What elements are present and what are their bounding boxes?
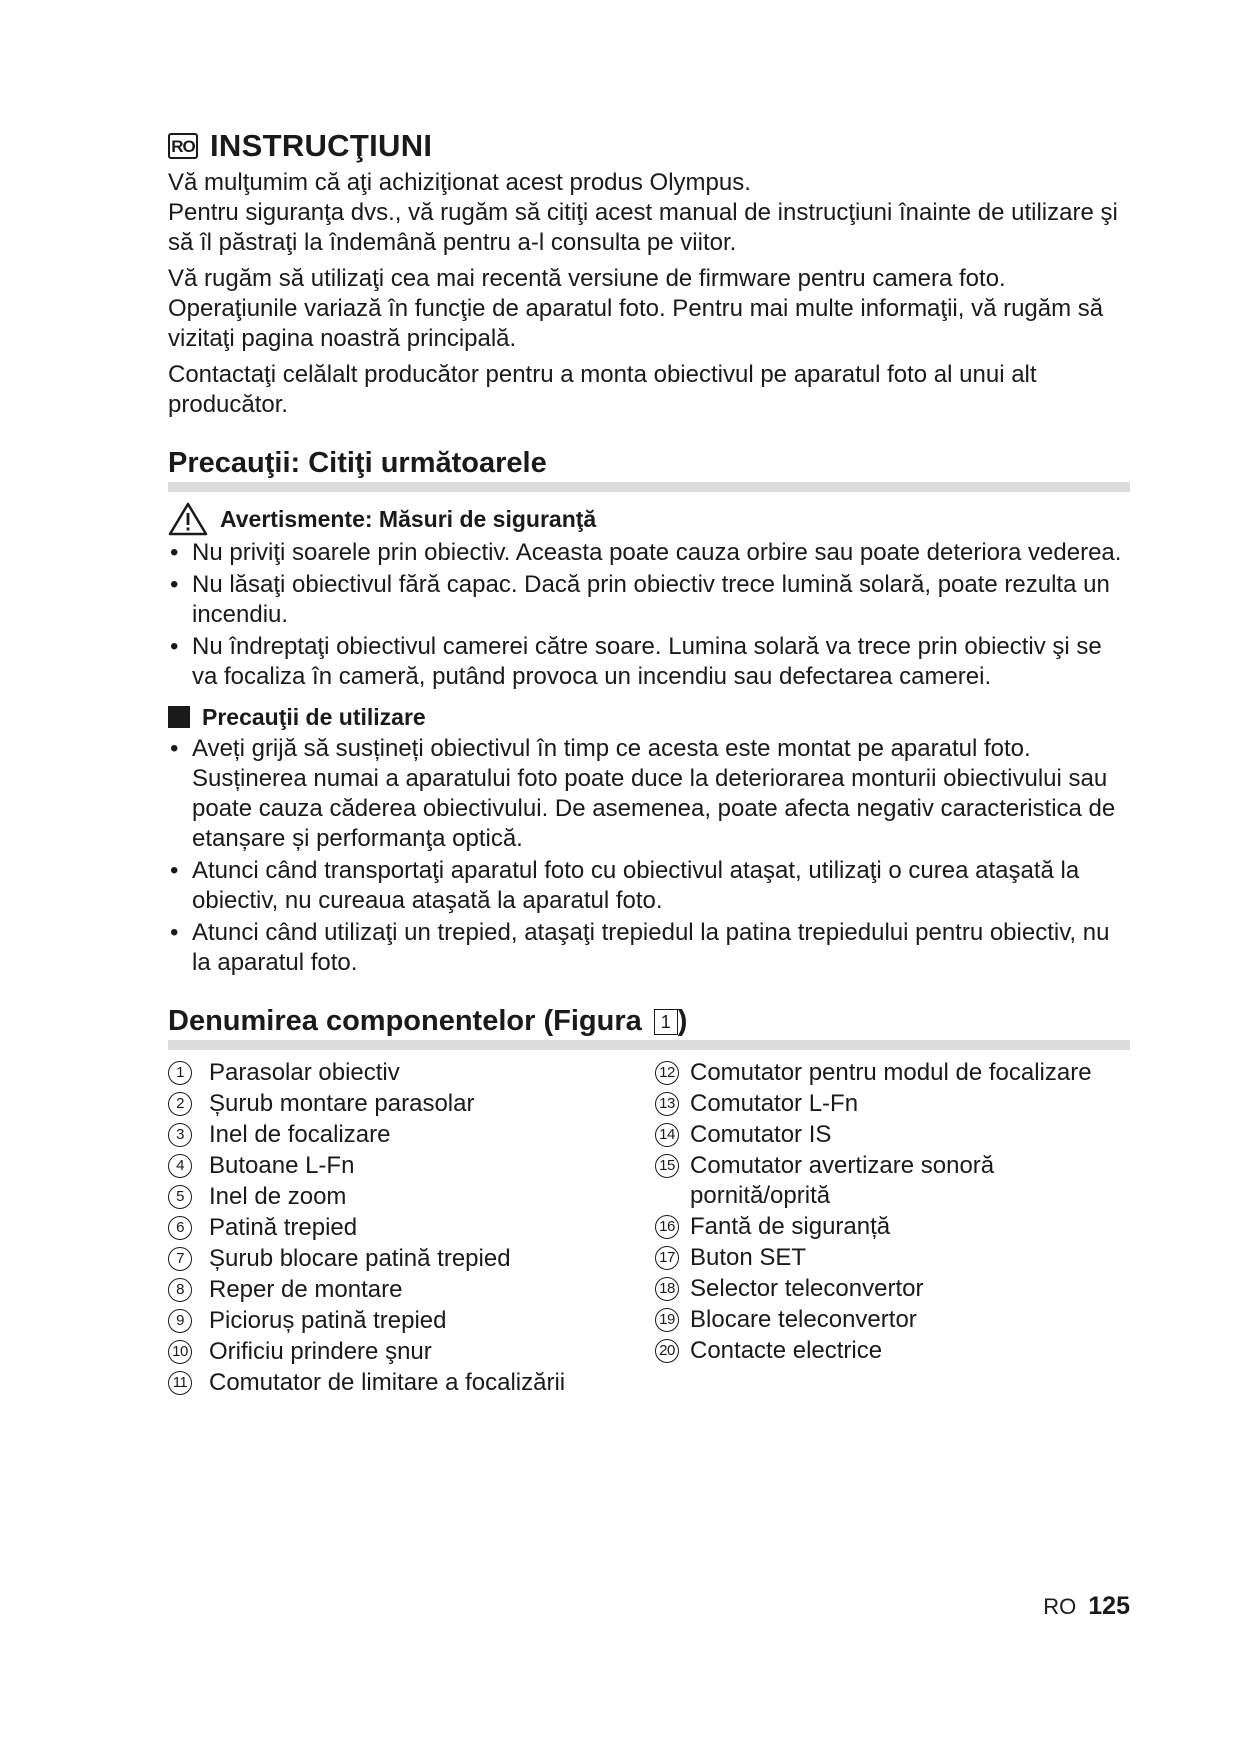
item-label: Comutator L-Fn bbox=[690, 1090, 859, 1117]
list-item: • Atunci când transportaţi aparatul foto cu obiectivul ataşat, utilizaţi o curea ataşată la obiectiv, nu cureaua ataşată la aparatul foto. bbox=[168, 856, 1130, 916]
list-item bbox=[168, 1213, 655, 1243]
black-square-icon bbox=[168, 706, 190, 728]
item-number-circle: 4 bbox=[168, 1154, 192, 1178]
item-number-circle: 18 bbox=[655, 1277, 679, 1301]
page-title bbox=[168, 128, 1130, 164]
list-item bbox=[655, 1058, 1130, 1088]
components-heading bbox=[168, 1004, 1130, 1050]
item-label: Selector teleconvertor bbox=[690, 1275, 924, 1302]
item-label: Buton SET bbox=[690, 1244, 807, 1271]
item-number-circle: 5 bbox=[168, 1185, 192, 1209]
intro-paragraph-4: Contactaţi celălalt producător pentru a monta obiectivul pe aparatul foto al unui alt producător. bbox=[168, 361, 1037, 418]
components-column-right bbox=[655, 1058, 1130, 1399]
item-number-circle: 8 bbox=[168, 1278, 192, 1302]
item-number-circle: 13 bbox=[655, 1092, 679, 1116]
list-item: • Nu priviţi soarele prin obiectiv. Aceasta poate cauza orbire sau poate deteriora vederea. bbox=[168, 538, 1130, 568]
list-item bbox=[168, 1306, 655, 1336]
item-label: Parasolar obiectiv bbox=[209, 1059, 400, 1086]
language-badge: RO bbox=[168, 133, 198, 159]
item-label: Comutator IS bbox=[690, 1121, 832, 1148]
item-number-circle: 15 bbox=[655, 1154, 679, 1178]
list-item bbox=[655, 1305, 1130, 1335]
figure-number-box: 1 bbox=[654, 1009, 678, 1035]
item-number-circle: 16 bbox=[655, 1215, 679, 1239]
page-number: 125 bbox=[1088, 1592, 1130, 1620]
components-heading-suffix: ) bbox=[677, 1005, 688, 1037]
usage-precautions-list bbox=[168, 734, 1130, 978]
list-item bbox=[168, 1151, 655, 1181]
item-number-circle: 20 bbox=[655, 1339, 679, 1363]
footer-language: RO bbox=[1043, 1594, 1077, 1619]
list-item: • Nu îndreptaţi obiectivul camerei către soare. Lumina solară va trece prin obiectiv şi se va focaliza în cameră, putând provoca un incendiu sau defectarea camerei. bbox=[168, 632, 1130, 692]
intro-paragraph-2: Pentru siguranţa dvs., vă rugăm să citiţi acest manual de instrucţiuni înainte de utilizare şi să îl păstraţi la îndemână pentru a-l consulta pe viitor. bbox=[168, 199, 1118, 256]
item-label: Comutator pentru modul de focalizare bbox=[690, 1059, 1092, 1086]
warnings-list bbox=[168, 538, 1130, 692]
item-label: Reper de montare bbox=[209, 1276, 403, 1303]
list-item: • Aveți grijă să susțineți obiectivul în timp ce acesta este montat pe aparatul foto. Susținerea numai a aparatului foto poate duce la deteriorarea monturii obiectivului sau poate cauza căderea obiectivului. De asemenea, poate afecta negativ caracteristica de etanșare și performanţa optică. bbox=[168, 734, 1130, 854]
item-label: Picioruș patină trepied bbox=[209, 1307, 447, 1334]
item-number-circle: 17 bbox=[655, 1246, 679, 1270]
item-label: Fantă de siguranță bbox=[690, 1213, 891, 1240]
warning-triangle-icon bbox=[168, 502, 208, 536]
item-label: Butoane L-Fn bbox=[209, 1152, 355, 1179]
item-label: Inel de zoom bbox=[209, 1183, 347, 1210]
list-item: • Atunci când utilizaţi un trepied, ataşaţi trepiedul la patina trepiedului pentru obiectiv, nu la aparatul foto. bbox=[168, 918, 1130, 978]
page-title-text: INSTRUCŢIUNI bbox=[210, 128, 433, 163]
item-number-circle: 12 bbox=[655, 1061, 679, 1085]
list-item bbox=[655, 1336, 1130, 1366]
intro-paragraph-1: Vă mulţumim că aţi achiziţionat acest produs Olympus. bbox=[168, 169, 751, 196]
item-number-circle: 10 bbox=[168, 1340, 192, 1364]
item-number-circle: 11 bbox=[168, 1371, 192, 1395]
list-item bbox=[168, 1275, 655, 1305]
item-label: Inel de focalizare bbox=[209, 1121, 391, 1148]
components-list bbox=[168, 1058, 1130, 1399]
list-item bbox=[168, 1368, 655, 1398]
item-number-circle: 19 bbox=[655, 1308, 679, 1332]
warnings-heading bbox=[168, 502, 1130, 536]
item-number-circle: 14 bbox=[655, 1123, 679, 1147]
precautions-heading: Precauţii: Citiţi următoarele bbox=[168, 446, 1130, 492]
item-label: Blocare teleconvertor bbox=[690, 1306, 917, 1333]
list-item bbox=[168, 1058, 655, 1088]
usage-precautions-heading-text: Precauţii de utilizare bbox=[202, 704, 426, 730]
item-number-circle: 2 bbox=[168, 1092, 192, 1116]
item-label: Șurub montare parasolar bbox=[209, 1090, 475, 1117]
list-item: • Nu lăsaţi obiectivul fără capac. Dacă prin obiectiv trece lumină solară, poate rezulta un incendiu. bbox=[168, 570, 1130, 630]
list-item bbox=[655, 1151, 1130, 1211]
item-number-circle: 7 bbox=[168, 1247, 192, 1271]
item-label: Șurub blocare patină trepied bbox=[209, 1245, 511, 1272]
item-label: Orificiu prindere şnur bbox=[209, 1338, 432, 1365]
list-item bbox=[168, 1182, 655, 1212]
list-item bbox=[168, 1244, 655, 1274]
list-item bbox=[655, 1120, 1130, 1150]
item-number-circle: 3 bbox=[168, 1123, 192, 1147]
components-heading-text: Denumirea componentelor (Figura bbox=[168, 1005, 650, 1037]
list-item bbox=[168, 1120, 655, 1150]
usage-precautions-heading bbox=[168, 702, 1130, 732]
manual-page bbox=[168, 128, 1130, 1399]
list-item bbox=[168, 1337, 655, 1367]
list-item bbox=[655, 1243, 1130, 1273]
item-label: Comutator de limitare a focalizării bbox=[209, 1369, 566, 1396]
item-number-circle: 9 bbox=[168, 1309, 192, 1333]
item-label: Comutator avertizare sonoră pornită/oprită bbox=[690, 1152, 995, 1209]
item-label: Patină trepied bbox=[209, 1214, 358, 1241]
item-number-circle: 6 bbox=[168, 1216, 192, 1240]
list-item bbox=[168, 1089, 655, 1119]
item-number-circle: 1 bbox=[168, 1061, 192, 1085]
intro-paragraph-3: Vă rugăm să utilizaţi cea mai recentă versiune de firmware pentru camera foto. Operaţiunile variază în funcţie de aparatul foto. Pentru mai multe informaţii, vă rugăm să vizitaţi pagina noastră principală. bbox=[168, 265, 1104, 352]
list-item bbox=[655, 1274, 1130, 1304]
list-item bbox=[655, 1212, 1130, 1242]
components-column-left bbox=[168, 1058, 655, 1399]
item-label: Contacte electrice bbox=[690, 1337, 883, 1364]
warnings-heading-text: Avertismente: Măsuri de siguranţă bbox=[220, 506, 597, 532]
list-item bbox=[655, 1089, 1130, 1119]
page-footer bbox=[1043, 1592, 1130, 1621]
